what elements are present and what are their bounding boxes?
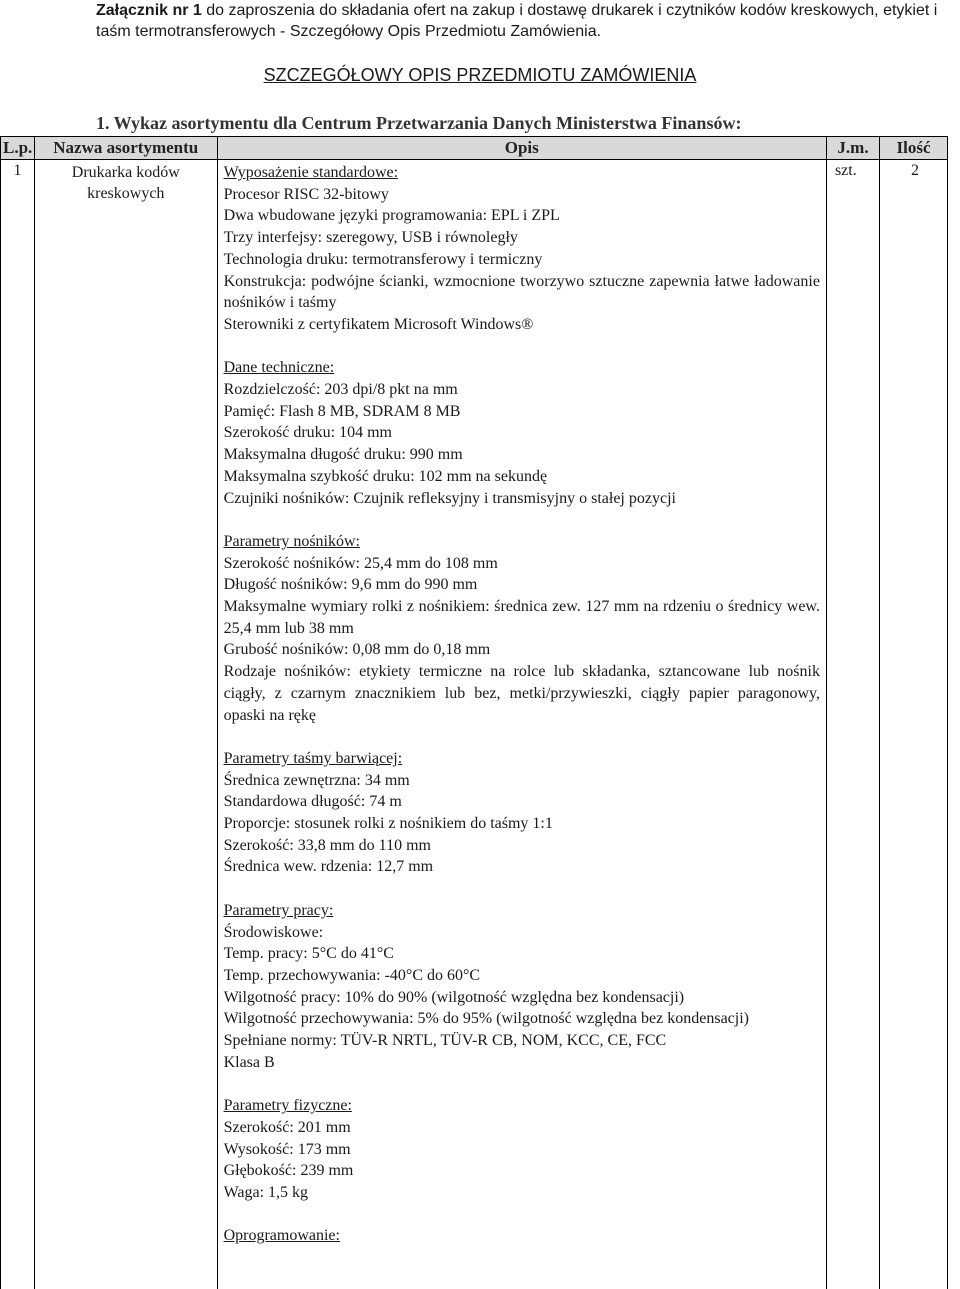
header-unit: J.m. [826,137,879,160]
spec-line: Dwa wbudowane języki programowania: EPL i ZPL [224,205,820,227]
header-quantity: Ilość [880,137,948,160]
section-heading: Wyposażenie standardowe: [224,162,820,184]
section-heading: Parametry fizyczne: [224,1095,820,1117]
spec-line: Trzy interfejsy: szeregowy, USB i równoległy [224,227,820,249]
spacer [224,726,820,748]
section-title: 1. Wykaz asortymentu dla Centrum Przetwarzania Danych Ministerstwa Finansów: [96,113,741,134]
spec-line: Grubość nośników: 0,08 mm do 0,18 mm [224,639,820,661]
cell-description [217,160,826,1289]
spec-line: Długość nośników: 9,6 mm do 990 mm [224,574,820,596]
spec-line: Rozdzielczość: 203 dpi/8 pkt na mm [224,379,820,401]
spec-line: Spełniane normy: TÜV-R NRTL, TÜV-R CB, NOM, KCC, CE, FCC [224,1030,820,1052]
cell-quantity: 2 [880,160,948,1289]
spec-line: Standardowa długość: 74 m [224,791,820,813]
spacer [224,878,820,900]
spec-line: Szerokość nośników: 25,4 mm do 108 mm [224,553,820,575]
spec-line: Sterowniki z certyfikatem Microsoft Windows® [224,314,820,336]
spec-line: Konstrukcja: podwójne ścianki, wzmocnione tworzywo sztuczne zapewnia łatwe ładowanie nośników i taśmy [224,271,820,314]
spacer [224,509,820,531]
cell-unit: szt. [826,160,879,1289]
spec-line: Czujniki nośników: Czujnik refleksyjny i transmisyjny o stałej pozycji [224,488,820,510]
spacer [224,336,820,358]
spec-line: Wysokość: 173 mm [224,1139,820,1161]
document-title: SZCZEGÓŁOWY OPIS PRZEDMIOTU ZAMÓWIENIA [0,65,960,86]
spec-line: Wilgotność przechowywania: 5% do 95% (wilgotność względna bez kondensacji) [224,1008,820,1030]
description-list [224,162,820,1247]
cell-lp: 1 [1,160,35,1289]
section-heading: Parametry taśmy barwiącej: [224,748,820,770]
spacer [224,1204,820,1226]
spec-line: Średnica zewnętrzna: 34 mm [224,770,820,792]
spec-line: Technologia druku: termotransferowy i termiczny [224,249,820,271]
spec-line: Maksymalna długość druku: 990 mm [224,444,820,466]
spec-line: Szerokość: 33,8 mm do 110 mm [224,835,820,857]
spec-line: Maksymalna szybkość druku: 102 mm na sekundę [224,466,820,488]
header-description: Opis [217,137,826,160]
annex-text: do zaproszenia do składania ofert na zakup i dostawę drukarek i czytników kodów kreskowych, etykiet i taśm termotransferowych - Szczegółowy Opis Przedmiotu Zamówienia. [96,2,937,40]
spacer [224,1073,820,1095]
section-heading: Parametry pracy: [224,900,820,922]
spec-line: Szerokość druku: 104 mm [224,422,820,444]
spec-line: Proporcje: stosunek rolki z nośnikiem do taśmy 1:1 [224,813,820,835]
spec-line: Maksymalne wymiary rolki z nośnikiem: średnica zew. 127 mm na rdzeniu o średnicy wew. 25,4 mm lub 38 mm [224,596,820,639]
spec-line: Pamięć: Flash 8 MB, SDRAM 8 MB [224,401,820,423]
annex-note [96,0,956,42]
spec-line: Rodzaje nośników: etykiety termiczne na rolce lub składanka, sztancowane lub nośnik ciągły, z czarnym znacznikiem lub bez, metki/przywieszki, ciągły papier paragonowy, opaski na rękę [224,661,820,726]
spec-line: Temp. przechowywania: -40°C do 60°C [224,965,820,987]
spec-line: Głębokość: 239 mm [224,1160,820,1182]
spec-line: Wilgotność pracy: 10% do 90% (wilgotność względna bez kondensacji) [224,987,820,1009]
cell-name: Drukarka kodów kreskowych [34,160,217,1289]
section-heading: Oprogramowanie: [224,1225,820,1247]
spec-line: Temp. pracy: 5°C do 41°C [224,943,820,965]
section-heading: Dane techniczne: [224,357,820,379]
spec-line: Średnica wew. rdzenia: 12,7 mm [224,856,820,878]
spec-line: Procesor RISC 32-bitowy [224,184,820,206]
table-header-row [1,137,948,160]
annex-label: Załącznik nr 1 [96,2,202,19]
table-row [1,160,948,1289]
section-heading: Parametry nośników: [224,531,820,553]
spec-line: Środowiskowe: [224,922,820,944]
spec-line: Klasa B [224,1052,820,1074]
header-name: Nazwa asortymentu [34,137,217,160]
spec-line: Szerokość: 201 mm [224,1117,820,1139]
header-lp: L.p. [1,137,35,160]
spec-line: Waga: 1,5 kg [224,1182,820,1204]
specification-table [0,136,948,1289]
